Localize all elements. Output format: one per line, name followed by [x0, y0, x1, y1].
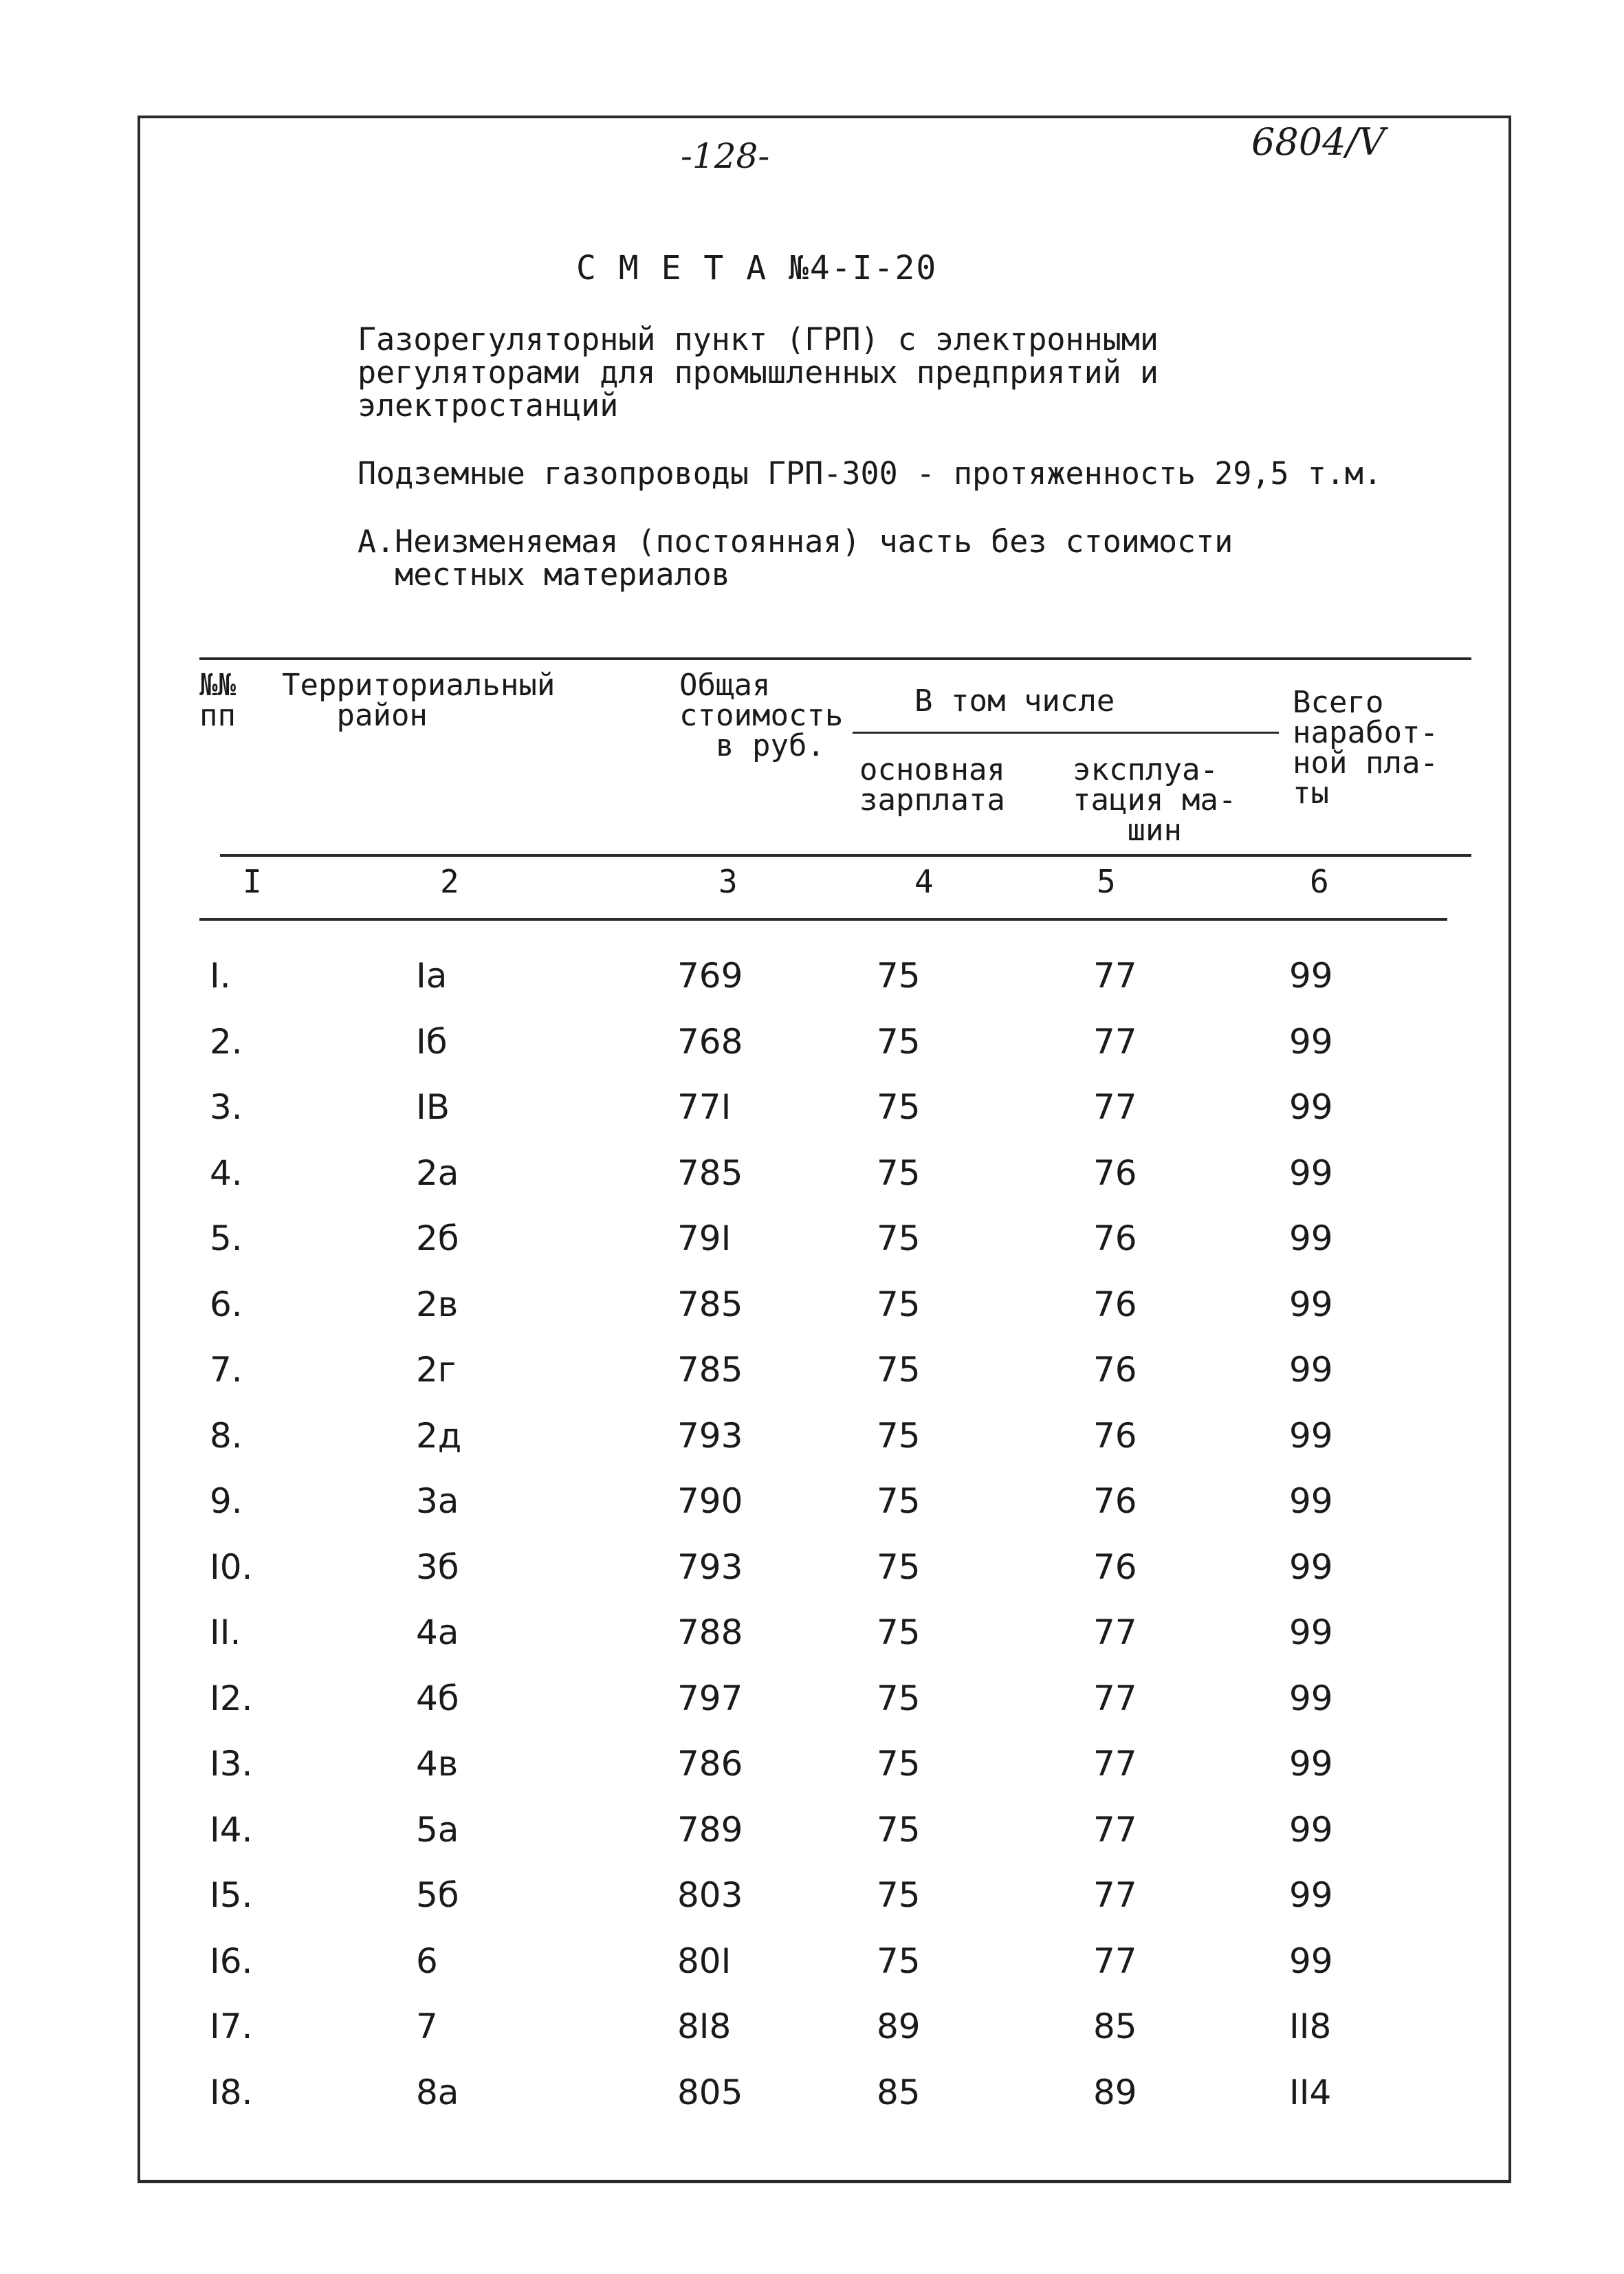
machines-cell: 76: [1093, 1546, 1137, 1587]
base-wage-cell: 85: [877, 2072, 921, 2112]
estimate-title: С М Е Т А №4-I-20: [576, 249, 938, 287]
total-wage-cell: 99: [1289, 1152, 1333, 1193]
col-number-1: I: [243, 863, 262, 900]
total-wage-cell: 99: [1289, 956, 1333, 996]
machines-cell: 76: [1093, 1284, 1137, 1324]
district-cell: 3б: [416, 1546, 459, 1587]
row-number: I3.: [210, 1744, 253, 1784]
total-wage-cell: II4: [1289, 2072, 1332, 2112]
total-cost-cell: 77I: [677, 1087, 732, 1127]
base-wage-cell: 75: [877, 1875, 921, 1915]
table-row: [0, 1679, 1624, 1734]
machines-cell: 76: [1093, 1415, 1137, 1456]
total-wage-cell: 99: [1289, 1940, 1333, 1981]
total-wage-cell: 99: [1289, 1284, 1333, 1324]
district-cell: IВ: [416, 1087, 450, 1127]
district-cell: 2г: [416, 1350, 457, 1390]
row-number: 9.: [210, 1481, 243, 1521]
table-row: [0, 1153, 1624, 1208]
machines-cell: 76: [1093, 1481, 1137, 1521]
col-number-5: 5: [1097, 863, 1116, 900]
district-cell: Iа: [416, 956, 448, 996]
total-cost-cell: 786: [677, 1744, 743, 1784]
base-wage-cell: 75: [877, 1284, 921, 1324]
row-number: II.: [210, 1612, 241, 1652]
total-wage-cell: 99: [1289, 1021, 1333, 1062]
total-wage-cell: 99: [1289, 1612, 1333, 1652]
total-wage-cell: 99: [1289, 1087, 1333, 1127]
total-wage-cell: 99: [1289, 1350, 1333, 1390]
district-cell: 4б: [416, 1678, 459, 1718]
col-number-4: 4: [914, 863, 934, 900]
row-number: I0.: [210, 1546, 253, 1587]
header-machines: эксплуа- тация ма- шин: [1073, 752, 1237, 848]
header-district: Территориальный район: [282, 668, 556, 733]
total-cost-cell: 785: [677, 1284, 743, 1324]
district-cell: 4а: [416, 1612, 459, 1652]
base-wage-cell: 75: [877, 1678, 921, 1718]
base-wage-cell: 75: [877, 1021, 921, 1062]
machines-cell: 77: [1093, 1087, 1137, 1127]
row-number: 3.: [210, 1087, 243, 1127]
machines-cell: 77: [1093, 1809, 1137, 1850]
total-cost-cell: 8I8: [677, 2007, 732, 2046]
section-heading: А.Неизменяемая (постоянная) часть без стоимости местных материалов: [358, 523, 1233, 593]
machines-cell: 77: [1093, 956, 1137, 996]
header-base-wage: основная зарплата: [859, 752, 1005, 818]
row-number: I8.: [210, 2072, 253, 2112]
machines-cell: 76: [1093, 1218, 1137, 1258]
header-total-wage: Всего наработ- ной пла- ты: [1293, 685, 1438, 811]
total-cost-cell: 788: [677, 1612, 743, 1652]
row-number: 7.: [210, 1350, 243, 1390]
base-wage-cell: 75: [877, 1087, 921, 1127]
total-cost-cell: 793: [677, 1415, 743, 1456]
table-row: [0, 1350, 1624, 1405]
base-wage-cell: 75: [877, 1415, 921, 1456]
base-wage-cell: 75: [877, 1546, 921, 1587]
total-cost-cell: 793: [677, 1546, 743, 1587]
total-wage-cell: 99: [1289, 1481, 1333, 1521]
row-number: I5.: [210, 1875, 253, 1915]
machines-cell: 89: [1093, 2072, 1137, 2112]
total-cost-cell: 789: [677, 1809, 743, 1850]
header-total: Общая стоимость в руб.: [679, 668, 844, 763]
page-frame: [138, 116, 1511, 2183]
including-rule: [853, 732, 1279, 734]
district-cell: 8а: [416, 2072, 459, 2112]
total-cost-cell: 80I: [677, 1940, 732, 1981]
row-number: I4.: [210, 1809, 253, 1850]
table-row: [0, 1875, 1624, 1930]
district-cell: 6: [416, 1940, 438, 1981]
document-code: 6804/Ⅴ: [1251, 120, 1385, 164]
base-wage-cell: 89: [877, 2007, 921, 2046]
table-row: [0, 1810, 1624, 1865]
machines-cell: 77: [1093, 1678, 1137, 1718]
district-cell: 2а: [416, 1152, 459, 1193]
total-cost-cell: 805: [677, 2072, 743, 2112]
district-cell: 5а: [416, 1809, 459, 1850]
row-number: 5.: [210, 1218, 243, 1258]
total-wage-cell: 99: [1289, 1678, 1333, 1718]
page-number: -128-: [681, 136, 770, 176]
machines-cell: 76: [1093, 1152, 1137, 1193]
table-row: [0, 2073, 1624, 2128]
machines-cell: 76: [1093, 1350, 1137, 1390]
col-number-2: 2: [440, 863, 459, 900]
table-row: [0, 1218, 1624, 1273]
base-wage-cell: 75: [877, 1809, 921, 1850]
district-cell: 2д: [416, 1415, 462, 1456]
base-wage-cell: 75: [877, 1744, 921, 1784]
total-cost-cell: 768: [677, 1021, 743, 1062]
base-wage-cell: 75: [877, 1218, 921, 1258]
header-including: В том числе: [914, 684, 1115, 719]
district-cell: 4в: [416, 1744, 459, 1784]
total-cost-cell: 797: [677, 1678, 743, 1718]
total-cost-cell: 79I: [677, 1218, 732, 1258]
district-cell: 3а: [416, 1481, 459, 1521]
table-row: [0, 2007, 1624, 2062]
header-bottom-rule: [220, 854, 1471, 857]
base-wage-cell: 75: [877, 1612, 921, 1652]
total-wage-cell: II8: [1289, 2007, 1332, 2046]
row-number: I.: [210, 956, 231, 996]
row-number: I7.: [210, 2007, 253, 2046]
total-wage-cell: 99: [1289, 1218, 1333, 1258]
row-number: 6.: [210, 1284, 243, 1324]
table-row: [0, 1612, 1624, 1668]
row-number: 8.: [210, 1415, 243, 1456]
base-wage-cell: 75: [877, 1481, 921, 1521]
district-cell: 2б: [416, 1218, 459, 1258]
table-row: [0, 1416, 1624, 1471]
total-cost-cell: 785: [677, 1152, 743, 1193]
machines-cell: 85: [1093, 2007, 1137, 2046]
district-cell: Iб: [416, 1021, 448, 1062]
row-number: I6.: [210, 1940, 253, 1981]
total-cost-cell: 785: [677, 1350, 743, 1390]
col-number-3: 3: [718, 863, 738, 900]
table-row: [0, 1744, 1624, 1799]
object-description: Газорегуляторный пункт (ГРП) с электронными регуляторами для промышленных предприятий и электростанций: [358, 321, 1159, 424]
total-cost-cell: 803: [677, 1875, 743, 1915]
table-row: [0, 1481, 1624, 1536]
district-cell: 7: [416, 2007, 438, 2046]
machines-cell: 77: [1093, 1021, 1137, 1062]
total-wage-cell: 99: [1289, 1809, 1333, 1850]
district-cell: 2в: [416, 1284, 459, 1324]
total-wage-cell: 99: [1289, 1546, 1333, 1587]
total-wage-cell: 99: [1289, 1875, 1333, 1915]
machines-cell: 77: [1093, 1940, 1137, 1981]
table-row: [0, 1284, 1624, 1340]
district-cell: 5б: [416, 1875, 459, 1915]
table-row: [0, 1022, 1624, 1077]
table-row: [0, 1547, 1624, 1602]
col-number-6: 6: [1310, 863, 1329, 900]
row-number: 2.: [210, 1021, 243, 1062]
total-wage-cell: 99: [1289, 1744, 1333, 1784]
row-number: 4.: [210, 1152, 243, 1193]
base-wage-cell: 75: [877, 1152, 921, 1193]
base-wage-cell: 75: [877, 956, 921, 996]
base-wage-cell: 75: [877, 1940, 921, 1981]
column-numbers-rule: [199, 918, 1447, 921]
table-row: [0, 1087, 1624, 1142]
machines-cell: 77: [1093, 1744, 1137, 1784]
total-cost-cell: 790: [677, 1481, 743, 1521]
row-number: I2.: [210, 1678, 253, 1718]
machines-cell: 77: [1093, 1612, 1137, 1652]
table-top-rule: [199, 657, 1471, 660]
table-row: [0, 956, 1624, 1011]
total-cost-cell: 769: [677, 956, 743, 996]
total-wage-cell: 99: [1289, 1415, 1333, 1456]
base-wage-cell: 75: [877, 1350, 921, 1390]
header-num: №№ пп: [199, 668, 236, 733]
machines-cell: 77: [1093, 1875, 1137, 1915]
subject-line: Подземные газопроводы ГРП-300 - протяженность 29,5 т.м.: [358, 455, 1383, 492]
table-row: [0, 1941, 1624, 1996]
